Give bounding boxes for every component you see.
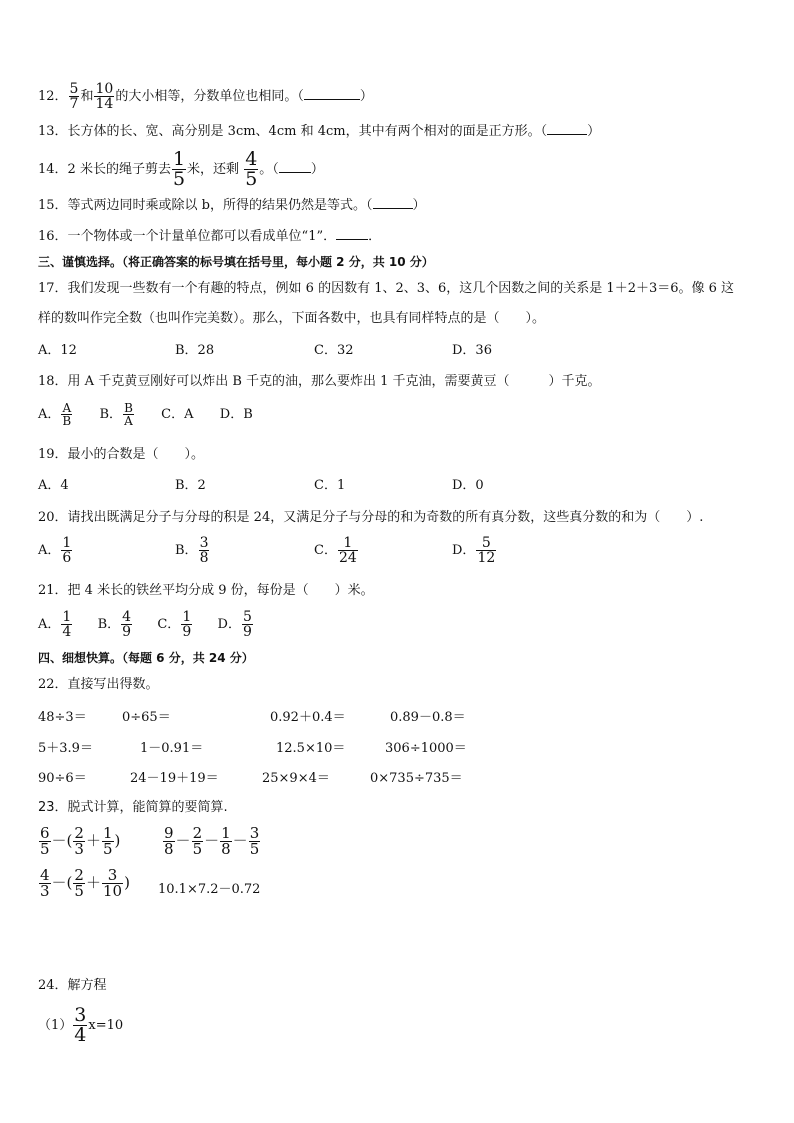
question-20: 20．请找出既满足分子与分母的积是 24，又满足分子与分母的和为奇数的所有真分数，这些真分数的和为（ ）. — [38, 510, 704, 525]
option-c[interactable]: C．A — [161, 407, 194, 422]
answer-blank[interactable] — [547, 122, 587, 135]
calc-item: 24－19＋19＝ — [130, 771, 219, 786]
fraction: $\frac{10}{14}$ — [95, 81, 114, 112]
fraction: $\frac{4}{3}$ — [40, 866, 50, 900]
option-d[interactable]: D．36 — [452, 343, 492, 358]
equation-1: （1） $\frac{3}{4}$ x=10 — [38, 1004, 124, 1046]
calc-item: 0.89－0.8＝ — [390, 710, 466, 725]
section-3-heading: 三、谨慎选择。（将正确答案的标号填在括号里，每小题 2 分，共 10 分） — [38, 255, 434, 269]
fraction: $\frac{1}{4}$ — [62, 609, 72, 640]
fraction: $\frac{9}{8}$ — [164, 824, 174, 858]
option-d[interactable]: D．0 — [452, 478, 484, 493]
calc-item: 12.5×10＝ — [276, 741, 346, 756]
answer-blank[interactable] — [336, 227, 368, 240]
option-a[interactable]: A． $\frac{1}{4}$ — [38, 609, 72, 640]
calc-item: 0÷65＝ — [122, 710, 171, 725]
option-c[interactable]: C．32 — [314, 343, 354, 358]
question-22-title: 22．直接写出得数。 — [38, 677, 159, 692]
fraction: $\frac{1}{9}$ — [182, 609, 192, 640]
calc-item: 48÷3＝ — [38, 710, 87, 725]
expression-2: $\frac{9}{8}$ － $\frac{2}{5}$ － $\frac{1}{8}$ － $\frac{3}{5}$ — [164, 824, 260, 858]
option-a[interactable]: A． $\frac{1}{6}$ — [38, 535, 72, 566]
question-16: 16．一个物体或一个计量单位都可以看成单位“1”． ． — [38, 229, 382, 244]
option-b[interactable]: B． $\frac{4}{9}$ — [97, 609, 132, 640]
fraction: $\frac{3}{4}$ — [74, 1004, 87, 1046]
answer-blank[interactable] — [279, 160, 311, 173]
fraction: $\frac{2}{5}$ — [74, 866, 84, 900]
calc-item: 0×735÷735＝ — [370, 771, 463, 786]
calc-item: 25×9×4＝ — [262, 771, 330, 786]
fraction: $\frac{1}{24}$ — [338, 535, 357, 566]
fraction: $\frac{1}{5}$ — [102, 824, 113, 858]
fraction: $\frac{4}{5}$ — [245, 148, 258, 190]
expression-4: 10.1×7.2－0.72 — [158, 882, 261, 897]
question-24-title: 24．解方程 — [38, 978, 107, 993]
calc-item: 90÷6＝ — [38, 771, 87, 786]
fraction: $\frac{3}{5}$ — [249, 824, 260, 858]
option-c[interactable]: C． $\frac{1}{24}$ — [314, 535, 357, 566]
answer-blank[interactable] — [373, 196, 413, 209]
question-21: 21．把 4 米长的铁丝平均分成 9 份，每份是（ ）米。 — [38, 583, 374, 598]
fraction: $\frac{A}{B}$ — [62, 401, 72, 428]
option-d[interactable]: D． $\frac{5}{9}$ — [217, 609, 252, 640]
expression-3: $\frac{4}{3}$ －( $\frac{2}{5}$ ＋ $\frac{3}{10}$ ) — [40, 866, 130, 900]
option-c[interactable]: C． $\frac{1}{9}$ — [157, 609, 192, 640]
fraction: $\frac{1}{5}$ — [172, 148, 186, 190]
fraction: $\frac{3}{8}$ — [199, 535, 209, 566]
question-15: 15．等式两边同时乘或除以 b，所得的结果仍然是等式。（ ） — [38, 198, 426, 213]
fraction: $\frac{6}{5}$ — [40, 824, 50, 858]
option-b[interactable]: B．2 — [175, 478, 206, 493]
question-18: 18．用 A 千克黄豆刚好可以炸出 B 千克的油，那么要炸出 1 千克油，需要黄豆（ ）千克。 — [38, 374, 601, 389]
fraction: $\frac{5}{9}$ — [242, 609, 252, 640]
option-a[interactable]: A． $\frac{A}{B}$ — [38, 401, 72, 428]
option-a[interactable]: A．12 — [38, 343, 77, 358]
calc-item: 306÷1000＝ — [385, 741, 467, 756]
calc-item: 5＋3.9＝ — [38, 741, 93, 756]
option-b[interactable]: B． $\frac{B}{A}$ — [99, 401, 133, 428]
calc-item: 1－0.91＝ — [140, 741, 204, 756]
fraction: $\frac{4}{9}$ — [122, 609, 132, 640]
option-c[interactable]: C．1 — [314, 478, 346, 493]
fraction: $\frac{1}{6}$ — [62, 535, 72, 566]
question-12: 12． $\frac{5}{7}$ 和 $\frac{10}{14}$ 的大小相等，分数单位也相同。（ ） — [38, 81, 373, 112]
fraction: $\frac{B}{A}$ — [124, 401, 133, 428]
question-13: 13．长方体的长、宽、高分别是 3cm、4cm 和 4cm，其中有两个相对的面是正方形。（ ） — [38, 124, 601, 139]
option-b[interactable]: B．28 — [175, 343, 215, 358]
option-d[interactable]: D． $\frac{5}{12}$ — [452, 535, 496, 566]
fraction: $\frac{5}{7}$ — [69, 81, 79, 112]
question-17-line-2: 样的数叫作完全数（也叫作完美数）。那么，下面各数中，也具有同样特点的是（ ）。 — [38, 311, 546, 326]
answer-blank[interactable] — [304, 87, 360, 100]
question-14: 14．2 米长的绳子剪去 $\frac{1}{5}$ 米，还剩 $\frac{4}{5}$ 。（ ） — [38, 148, 324, 190]
section-4-heading: 四、细想快算。（每题 6 分，共 24 分） — [38, 651, 254, 665]
fraction: $\frac{5}{12}$ — [477, 535, 496, 566]
question-17-line-1: 17．我们发现一些数有一个有趣的特点，例如 6 的因数有 1、2、3、6，这几个因数之间的关系是 1＋2＋3＝6。像 6 这 — [38, 281, 735, 296]
q18-options — [38, 402, 253, 427]
calc-item: 0.92＋0.4＝ — [270, 710, 346, 725]
question-19: 19．最小的合数是（ ）。 — [38, 447, 205, 462]
q21-options — [38, 610, 254, 639]
fraction: $\frac{2}{5}$ — [192, 824, 203, 858]
option-d[interactable]: D．B — [219, 407, 253, 422]
question-23-title: 23．脱式计算，能简算的要简算. — [38, 800, 228, 815]
option-a[interactable]: A．4 — [38, 478, 69, 493]
fraction: $\frac{2}{3}$ — [74, 824, 84, 858]
option-b[interactable]: B． $\frac{3}{8}$ — [175, 535, 209, 566]
expression-1: $\frac{6}{5}$ －( $\frac{2}{3}$ ＋ $\frac{1}{5}$ ) — [40, 824, 121, 858]
fraction: $\frac{3}{10}$ — [102, 866, 123, 900]
fraction: $\frac{1}{8}$ — [221, 824, 231, 858]
